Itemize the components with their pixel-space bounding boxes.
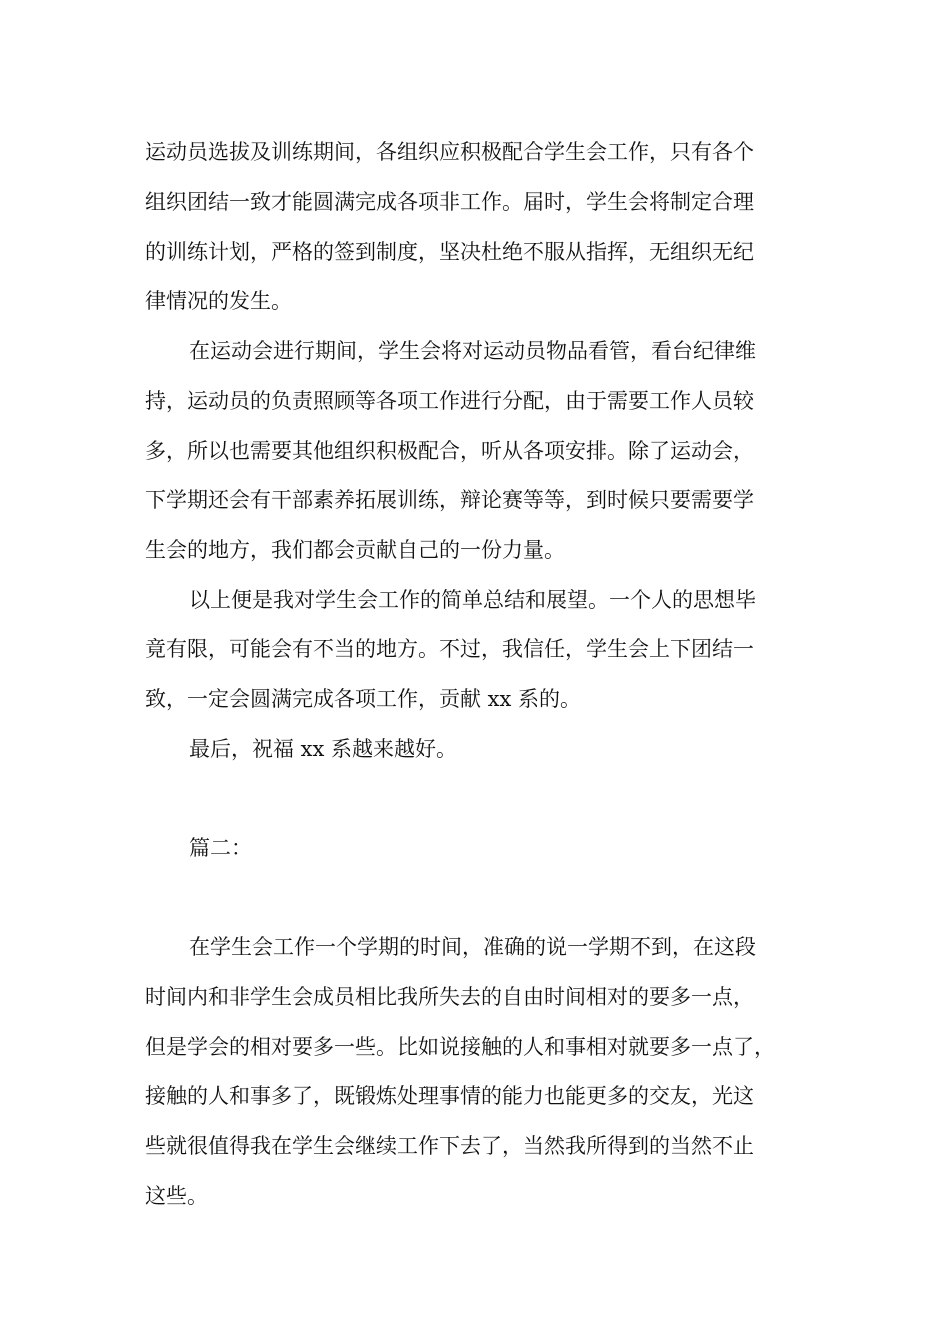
text-line: 些就很值得我在学生会继续工作下去了，当然我所得到的当然不止 [145, 1134, 754, 1158]
text-line: 致，一定会圆满完成各项工作，贡献 xx 系的。 [145, 687, 582, 711]
section-heading: 篇二： [189, 836, 252, 860]
text-line: 但是学会的相对要多一些。比如说接触的人和事相对就要多一点了， [145, 1035, 775, 1059]
text-line: 在运动会进行期间，学生会将对运动员物品看管，看台纪律维 [189, 339, 756, 363]
text-line: 组织团结一致才能圆满完成各项非工作。届时，学生会将制定合理 [145, 190, 754, 214]
text-line: 接触的人和事多了，既锻炼处理事情的能力也能更多的交友，光这 [145, 1084, 754, 1108]
text-line: 的训练计划，严格的签到制度，坚决杜绝不服从指挥，无组织无纪 [145, 240, 754, 264]
text-line: 下学期还会有干部素养拓展训练，辩论赛等等，到时候只要需要学 [145, 488, 754, 512]
text-line: 这些。 [145, 1184, 208, 1208]
text-line: 生会的地方，我们都会贡献自己的一份力量。 [145, 538, 565, 562]
text-line: 竟有限，可能会有不当的地方。不过，我信任，学生会上下团结一 [145, 637, 754, 661]
text-line: 在学生会工作一个学期的时间，准确的说一学期不到，在这段 [189, 935, 756, 959]
text-line: 以上便是我对学生会工作的简单总结和展望。一个人的思想毕 [189, 588, 756, 612]
text-line: 最后，祝福 xx 系越来越好。 [189, 737, 458, 761]
text-line: 律情况的发生。 [145, 289, 292, 313]
text-line: 持，运动员的负责照顾等各项工作进行分配，由于需要工作人员较 [145, 389, 754, 413]
text-line: 时间内和非学生会成员相比我所失去的自由时间相对的要多一点， [145, 985, 754, 1009]
text-line: 运动员选拔及训练期间，各组织应积极配合学生会工作，只有各个 [145, 140, 754, 164]
text-line: 多，所以也需要其他组织积极配合，听从各项安排。除了运动会， [145, 439, 754, 463]
